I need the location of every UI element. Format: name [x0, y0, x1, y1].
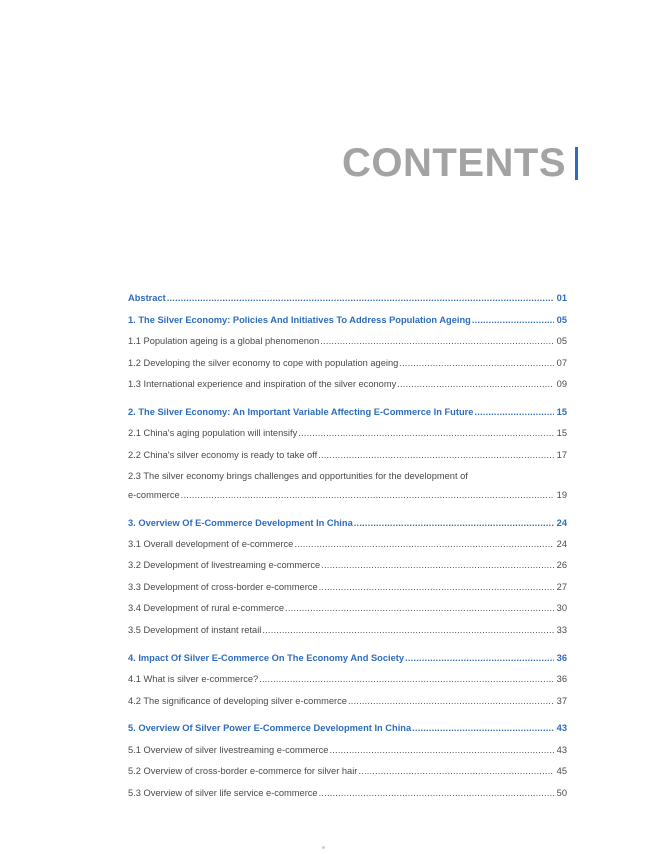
toc-dot-leader	[472, 314, 554, 326]
toc-page-number: 50	[556, 788, 567, 798]
toc-entry-label: 5.3 Overview of silver life service e-commerce	[128, 788, 318, 798]
toc-section-entry[interactable]	[128, 290, 567, 304]
toc-entry-label: 1.1 Population ageing is a global phenomenon	[128, 336, 320, 346]
toc-dot-leader	[285, 602, 554, 614]
toc-page-number: 05	[556, 336, 567, 346]
toc-entry-label: 4.2 The significance of developing silver e-commerce	[128, 696, 347, 706]
toc-entry-label: 4.1 What is silver e-commerce?	[128, 674, 259, 684]
toc-entry-label: 3.1 Overall development of e-commerce	[128, 539, 294, 549]
toc-dot-leader	[405, 652, 554, 664]
toc-section-entry[interactable]	[128, 650, 567, 664]
toc-entry-label: 3. Overview Of E-Commerce Development In China	[128, 518, 353, 528]
toc-entry[interactable]	[128, 536, 567, 550]
toc-entry[interactable]	[128, 425, 567, 439]
toc-dot-leader	[321, 559, 554, 571]
toc-page-number: 27	[556, 582, 567, 592]
toc-page-number: 17	[556, 450, 567, 460]
toc-entry-label: 1.2 Developing the silver economy to cope with population ageing	[128, 358, 399, 368]
toc-page-number: 15	[556, 428, 567, 438]
toc-dot-leader	[318, 449, 554, 461]
toc-page-number: 24	[556, 539, 567, 549]
toc-entry[interactable]	[128, 742, 567, 756]
toc-entry-label: 1. The Silver Economy: Policies And Initiatives To Address Population Ageing	[128, 315, 471, 325]
toc-entry[interactable]	[128, 557, 567, 571]
toc-page-number: 05	[556, 315, 567, 325]
toc-dot-leader	[354, 517, 554, 529]
toc-entry-label: 2.3 The silver economy brings challenges and opportunities for the development of	[128, 471, 468, 481]
toc-page-number: 43	[556, 745, 567, 755]
toc-dot-leader	[348, 695, 554, 707]
toc-entry-label: 5.2 Overview of cross-border e-commerce for silver hair	[128, 766, 358, 776]
toc-entry[interactable]	[128, 487, 567, 501]
toc-dot-leader	[259, 673, 554, 685]
toc-entry[interactable]	[128, 376, 567, 390]
toc-section-entry[interactable]	[128, 404, 567, 418]
toc-dot-leader	[329, 744, 554, 756]
toc-page-number: 36	[556, 653, 567, 663]
toc-entry-label: 4. Impact Of Silver E-Commerce On The Economy And Society	[128, 653, 405, 663]
toc-page-number: 09	[556, 379, 567, 389]
page-footer-dot	[322, 846, 325, 849]
toc-section-entry[interactable]	[128, 312, 567, 326]
toc-page-number: 36	[556, 674, 567, 684]
toc-entry[interactable]	[128, 355, 567, 369]
toc-page-number: 15	[556, 407, 567, 417]
toc-page-number: 43	[556, 723, 567, 733]
toc-entry-label: 3.4 Development of rural e-commerce	[128, 603, 285, 613]
toc-entry[interactable]	[128, 579, 567, 593]
toc-dot-leader	[319, 787, 554, 799]
toc-entry-label: Abstract	[128, 293, 166, 303]
toc-entry-label: 3.5 Development of instant retail	[128, 625, 262, 635]
toc-page-number: 19	[556, 490, 567, 500]
toc-page-number: 07	[556, 358, 567, 368]
toc-page-number: 26	[556, 560, 567, 570]
toc-page-number: 01	[556, 293, 567, 303]
page-title: CONTENTS	[342, 141, 566, 185]
toc-entry[interactable]	[128, 447, 567, 461]
toc-entry-label: 1.3 International experience and inspiration of the silver economy	[128, 379, 397, 389]
toc-entry-label: 2.1 China's aging population will intensify	[128, 428, 298, 438]
toc-dot-leader	[319, 581, 554, 593]
toc-dot-leader	[294, 538, 554, 550]
toc-dot-leader	[399, 357, 554, 369]
toc-page-number: 33	[556, 625, 567, 635]
toc-entry[interactable]	[128, 333, 567, 347]
toc-dot-leader	[474, 406, 554, 418]
toc-entry[interactable]	[128, 785, 567, 799]
title-accent-bar	[575, 147, 578, 180]
toc-entry[interactable]	[128, 763, 567, 777]
toc-entry[interactable]	[128, 671, 567, 685]
contents-heading	[342, 140, 578, 186]
toc-page-number: 30	[556, 603, 567, 613]
toc-dot-leader	[320, 335, 554, 347]
toc-page-number: 45	[556, 766, 567, 776]
toc-entry-label: 5.1 Overview of silver livestreaming e-commerce	[128, 745, 329, 755]
toc-entry-label: e-commerce	[128, 490, 180, 500]
toc-dot-leader	[397, 378, 554, 390]
toc-entry[interactable]	[128, 693, 567, 707]
toc-dot-leader	[181, 489, 554, 501]
toc-dot-leader	[167, 292, 554, 304]
toc-entry-label: 2.2 China's silver economy is ready to take off	[128, 450, 318, 460]
toc-section-entry[interactable]	[128, 720, 567, 734]
toc-entry-label: 3.2 Development of livestreaming e-commerce	[128, 560, 321, 570]
toc-section-entry[interactable]	[128, 515, 567, 529]
toc-dot-leader	[298, 427, 554, 439]
toc-dot-leader	[262, 624, 554, 636]
toc-entry-label: 5. Overview Of Silver Power E-Commerce Development In China	[128, 723, 412, 733]
toc-dot-leader	[358, 765, 554, 777]
toc-page-number: 37	[556, 696, 567, 706]
toc-entry[interactable]	[128, 600, 567, 614]
toc-page-number: 24	[556, 518, 567, 528]
toc-entry-label: 2. The Silver Economy: An Important Variable Affecting E-Commerce In Future	[128, 407, 474, 417]
toc-entry[interactable]	[128, 622, 567, 636]
toc-dot-leader	[412, 722, 554, 734]
toc-entry[interactable]	[128, 468, 567, 482]
toc-entry-label: 3.3 Development of cross-border e-commerce	[128, 582, 318, 592]
